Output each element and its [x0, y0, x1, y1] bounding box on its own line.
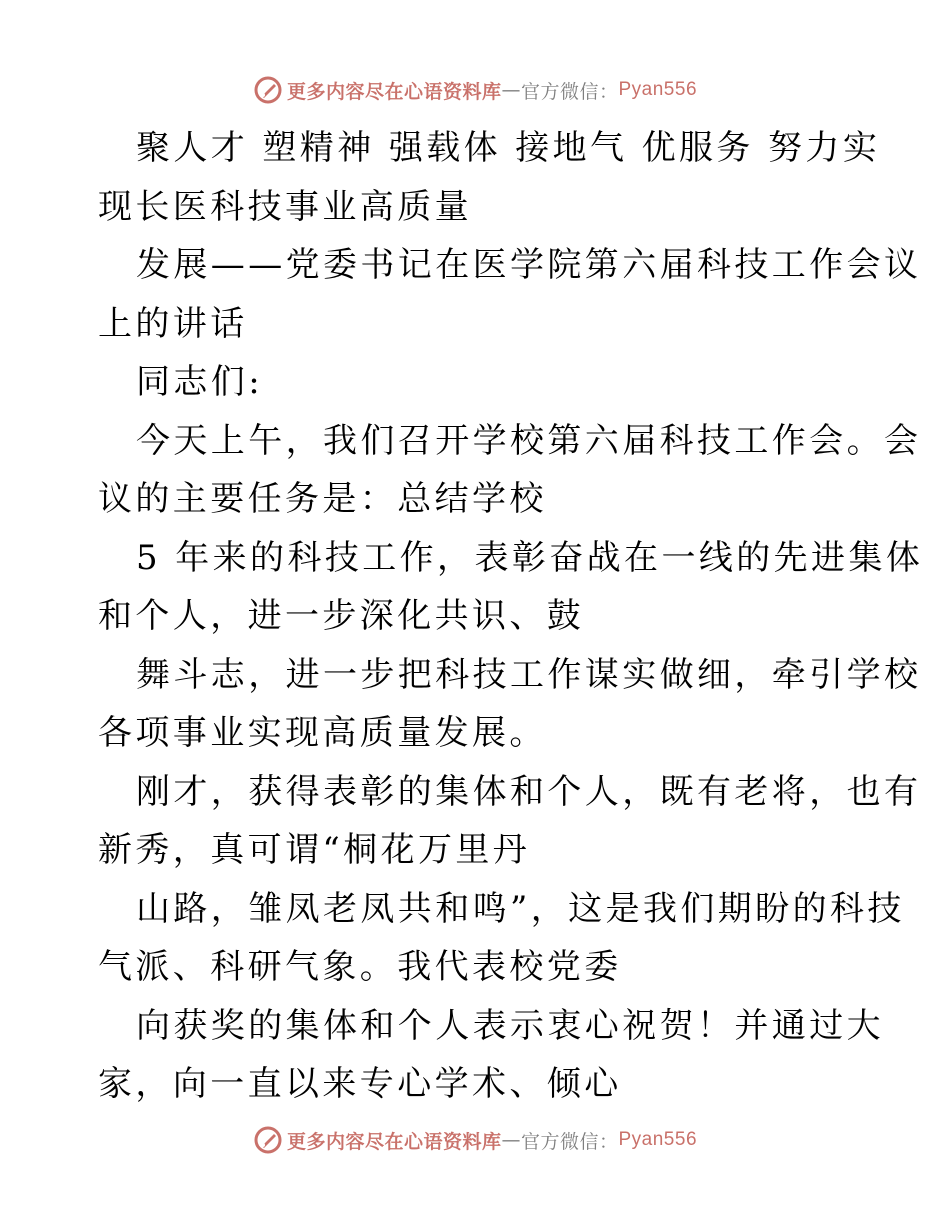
text-line: 同志们: — [136, 362, 264, 402]
footer-watermark — [0, 1120, 950, 1160]
watermark-official-label: 官方微信： — [520, 80, 619, 103]
watermark-main-text: 更多内容尽在心语资料库 — [286, 1130, 502, 1153]
text-line: 今天上午，我们召开学校第六届科技工作会。会 — [136, 420, 922, 461]
text-line: 聚人才 塑精神 强载体 接地气 优服务 努力实 — [136, 128, 881, 168]
text-line: 新秀，真可谓“桐花万里丹 — [98, 830, 531, 870]
text-line: 山路，雏凤老凤共和鸣”，这是我们期盼的科技 — [136, 888, 905, 929]
text-line: 向获奖的集体和个人表示衷心祝贺！并通过大 — [136, 1005, 884, 1046]
text-line: 各项事业实现高质量发展。 — [98, 713, 547, 753]
watermark-official-label: 官方微信： — [520, 1130, 619, 1153]
watermark-wechat-id: Pyan556 — [618, 79, 698, 100]
text-line: 5 年来的科技工作，表彰奋战在一线的先进集体 — [136, 537, 924, 578]
watermark-wechat-id: Pyan556 — [618, 1129, 698, 1150]
watermark-dash: — — [501, 1129, 521, 1151]
document-body — [98, 119, 924, 1114]
quill-logo-icon — [253, 1125, 283, 1155]
watermark-dash: — — [501, 79, 521, 101]
text-line: 舞斗志，进一步把科技工作谋实做细，牵引学校 — [136, 654, 922, 695]
text-line: 议的主要任务是：总结学校 — [98, 479, 547, 519]
watermark-main-text: 更多内容尽在心语资料库 — [286, 80, 502, 103]
text-line: 家，向一直以来专心学术、倾心 — [98, 1064, 622, 1104]
text-line: 现长医科技事业高质量 — [98, 186, 472, 227]
text-line: 气派、科研气象。我代表校党委 — [98, 947, 622, 987]
quill-logo-icon — [253, 75, 283, 105]
text-line: 发展——党委书记在医学院第六届科技工作会议 — [136, 245, 922, 285]
text-line: 和个人，进一步深化共识、鼓 — [98, 596, 585, 636]
text-line: 上的讲话 — [98, 303, 248, 344]
text-line: 刚才，获得表彰的集体和个人，既有老将，也有 — [136, 771, 922, 812]
header-watermark — [0, 70, 950, 110]
